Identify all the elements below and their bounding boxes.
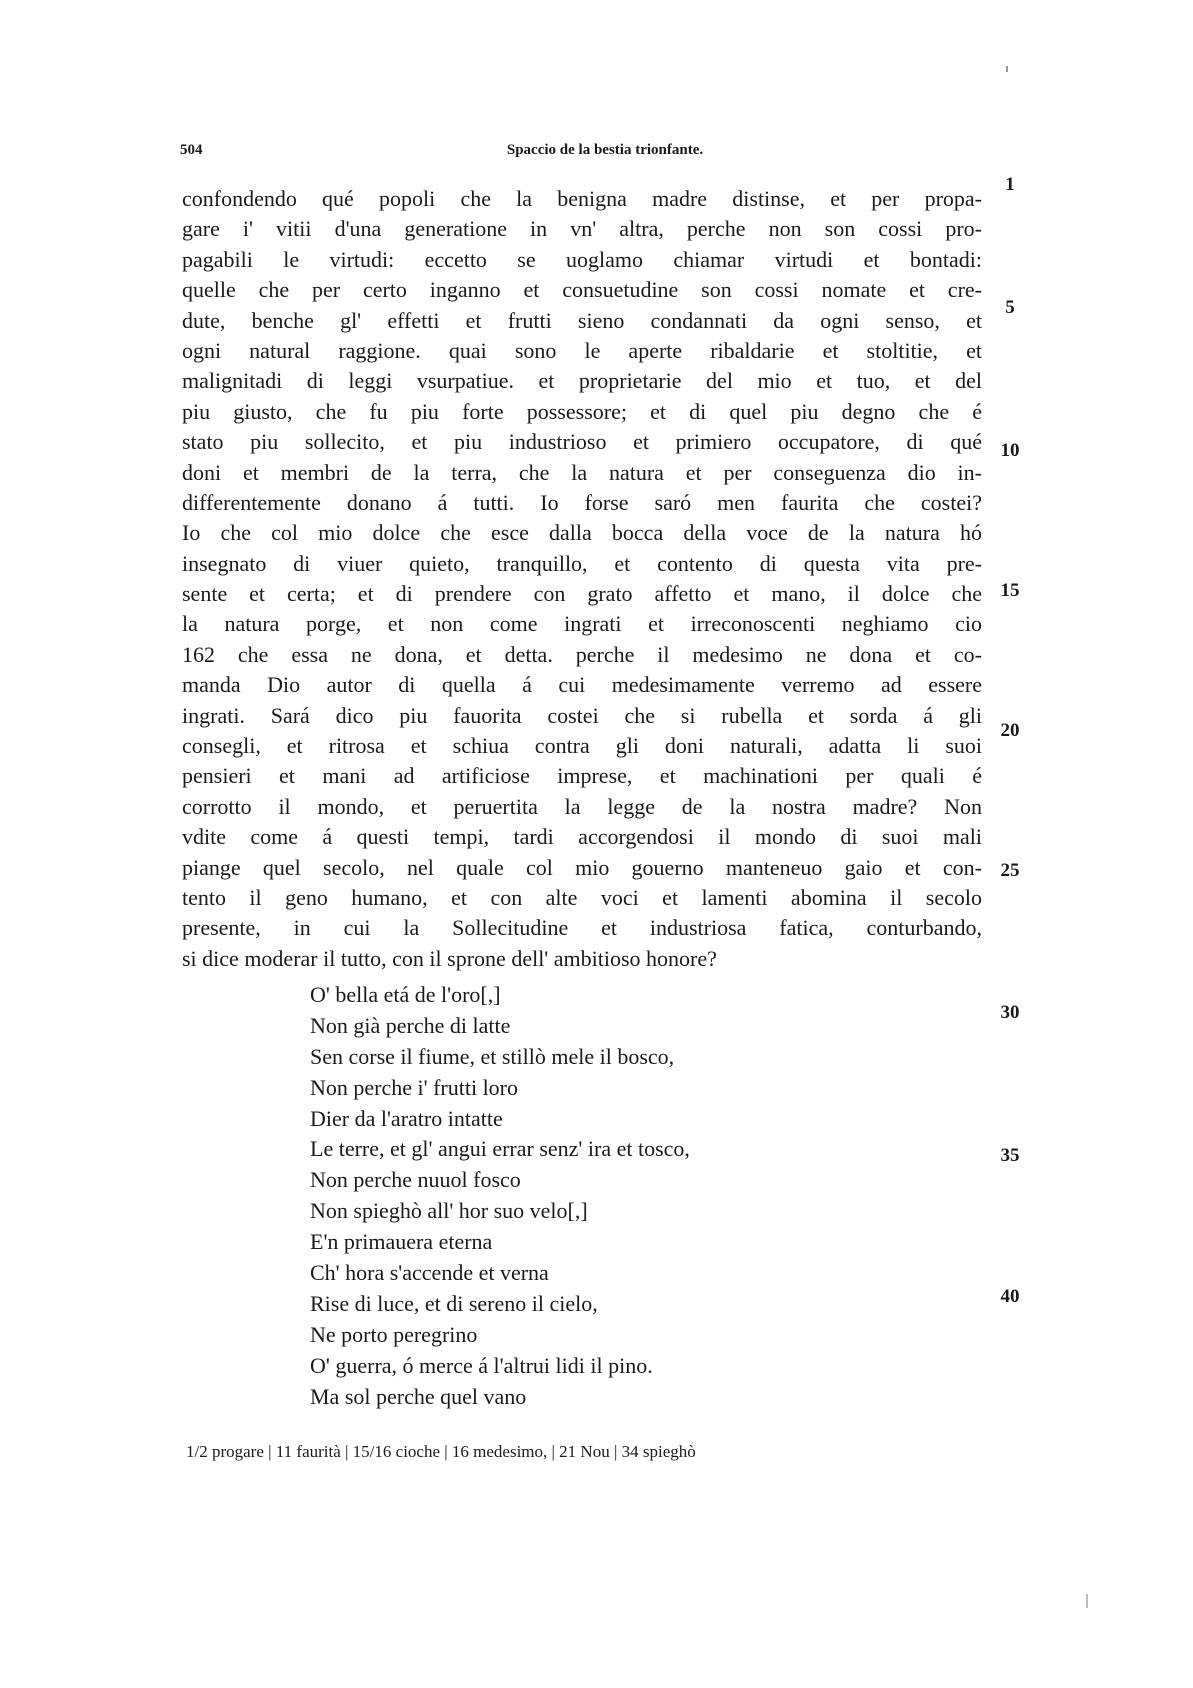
prose-line: gare i' vitii d'una generatione in vn' altra, perche non son cossi pro- (182, 216, 982, 242)
prose-line: 162 che essa ne dona, et detta. perche il medesimo ne dona et co- (182, 641, 982, 667)
prose-line: pagabili le virtudi: eccetto se uoglamo chiamar virtudi et bontadi: (182, 246, 982, 272)
scan-speck (1006, 66, 1008, 72)
footnotes: 1/2 progare | 11 faurità | 15/16 cioche | 16 medesimo, | 21 Nou | 34 spieghò (186, 1442, 696, 1461)
verse-line: Non già perche di latte (310, 1012, 511, 1038)
line-number: 15 (1000, 580, 1020, 601)
prose-line: presente, in cui la Sollecitudine et industriosa fatica, conturbando, (182, 915, 982, 941)
prose-line: tento il geno humano, et con alte voci et lamenti abomina il secolo (182, 884, 982, 910)
verse-line: Non perche nuuol fosco (310, 1167, 521, 1193)
prose-line: vdite come á questi tempi, tardi accorgendosi il mondo di suoi mali (182, 824, 982, 850)
prose-line: piange quel secolo, nel quale col mio gouerno manteneuo gaio et con- (182, 854, 982, 880)
verse-line: Ma sol perche quel vano (310, 1383, 527, 1409)
verse-line: Rise di luce, et di sereno il cielo, (310, 1290, 598, 1316)
prose-line: doni et membri de la terra, che la natura et per conseguenza dio in- (182, 459, 982, 485)
line-number: 10 (1000, 440, 1020, 461)
verse-line: Non spieghò all' hor suo velo[,] (310, 1198, 588, 1224)
line-number: 25 (1000, 860, 1020, 881)
prose-line: confondendo qué popoli che la benigna madre distinse, et per propa- (182, 186, 982, 211)
line-number: 30 (1000, 1002, 1020, 1023)
prose-line: differentemente donano á tutti. Io forse saró men faurita che costei? (182, 489, 982, 515)
prose-line: quelle che per certo inganno et consuetudine son cossi nomate et cre- (182, 277, 982, 303)
line-number: 5 (1005, 297, 1015, 318)
verse-line: Ne porto peregrino (310, 1321, 478, 1347)
verse-line: O' bella etá de l'oro[,] (310, 982, 501, 1007)
prose-line: corrotto il mondo, et peruertita la legge de la nostra madre? Non (182, 793, 982, 819)
prose-line: pensieri et mani ad artificiose imprese, et machinationi per quali é (182, 763, 982, 789)
prose-line: si dice moderar il tutto, con il sprone dell' ambitioso honore? (182, 945, 717, 971)
verse-line: O' guerra, ó merce á l'altrui lidi il pino. (310, 1352, 653, 1378)
prose-line: sente et certa; et di prendere con grato affetto et mano, il dolce che (182, 581, 982, 607)
verse-line: Le terre, et gl' angui errar senz' ira et tosco, (310, 1136, 690, 1162)
verse-line: Sen corse il fiume, et stillò mele il bosco, (310, 1043, 675, 1069)
prose-line: consegli, et ritrosa et schiua contra gli doni naturali, adatta li suoi (182, 733, 982, 759)
page-number: 504 (180, 142, 203, 158)
page-header (180, 142, 1030, 166)
prose-line: Io che col mio dolce che esce dalla bocca della voce de la natura hó (182, 520, 982, 546)
prose-line: piu giusto, che fu piu forte possessore; et di quel piu degno che é (182, 398, 982, 424)
prose-line: insegnato di viuer quieto, tranquillo, et contento di questa vita pre- (182, 550, 982, 576)
verse-line: E'n primauera eterna (310, 1229, 493, 1255)
prose-block (182, 184, 982, 974)
line-number: 20 (1000, 720, 1020, 741)
prose-line: stato piu sollecito, et piu industrioso et primiero occupatore, di qué (182, 429, 982, 455)
prose-line: la natura porge, et non come ingrati et irreconoscenti neghiamo cio (182, 611, 982, 637)
line-number: 35 (1000, 1145, 1020, 1166)
prose-line: dute, benche gl' effetti et frutti sieno condannati da ogni senso, et (182, 307, 982, 333)
scan-speck (1086, 1594, 1088, 1608)
prose-line: ogni natural raggione. quai sono le aperte ribaldarie et stoltitie, et (182, 337, 982, 363)
line-number-margin (985, 0, 1035, 1688)
prose-line: malignitadi di leggi vsurpatiue. et proprietarie del mio et tuo, et del (182, 368, 982, 394)
prose-line: manda Dio autor di quella á cui medesimamente verremo ad essere (182, 672, 982, 698)
prose-line: ingrati. Sará dico piu fauorita costei che si rubella et sorda á gli (182, 702, 982, 728)
verse-line: Ch' hora s'accende et verna (310, 1260, 549, 1286)
running-title: Spaccio de la bestia trionfante. (506, 142, 704, 158)
verse-line: Dier da l'aratro intatte (310, 1105, 503, 1131)
verse-block (310, 980, 990, 1412)
verse-line: Non perche i' frutti loro (310, 1074, 519, 1100)
line-number: 1 (1005, 174, 1015, 195)
line-number: 40 (1000, 1286, 1020, 1307)
